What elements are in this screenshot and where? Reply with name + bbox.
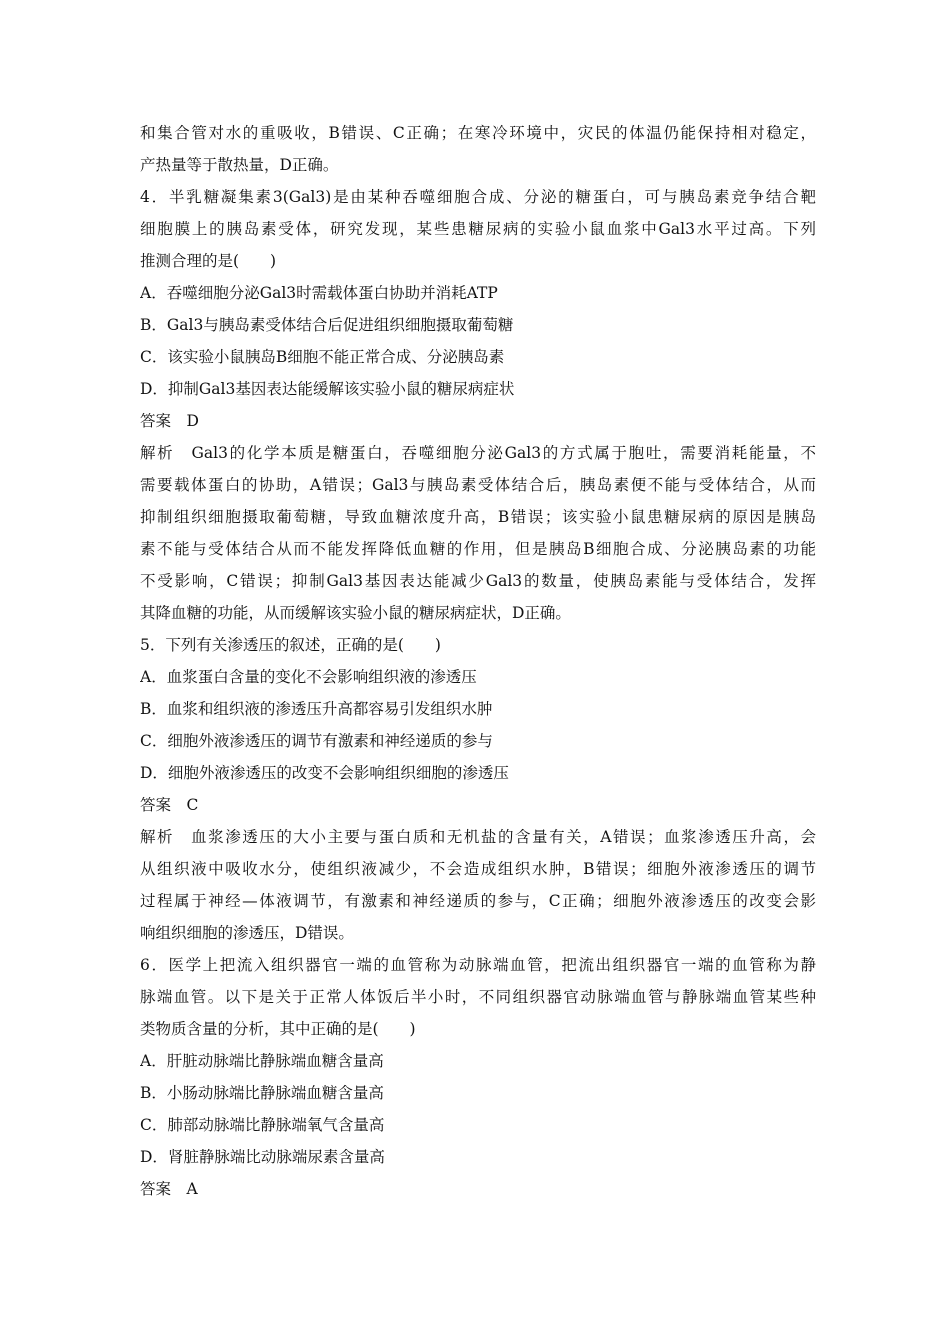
text-line: D．肾脏静脉端比动脉端尿素含量高 <box>140 1148 385 1166</box>
text-line: 不受影响，C错误；抑制Gal3基因表达能减少Gal3的数量，使胰岛素能与受体结合，发挥 <box>140 572 816 590</box>
text-line: 响组织细胞的渗透压，D错误。 <box>140 924 354 942</box>
text-line: 答案 D <box>140 412 199 430</box>
text-line: A．肝脏动脉端比静脉端血糖含量高 <box>140 1052 384 1070</box>
text-line: C．肺部动脉端比静脉端氧气含量高 <box>140 1116 385 1134</box>
text-line: B．Gal3与胰岛素受体结合后促进组织细胞摄取葡萄糖 <box>140 316 514 334</box>
text-line: 抑制组织细胞摄取葡萄糖，导致血糖浓度升高，B错误；该实验小鼠患糖尿病的原因是胰岛 <box>140 508 816 526</box>
text-line: 4．半乳糖凝集素3(Gal3)是由某种吞噬细胞合成、分泌的糖蛋白，可与胰岛素竞争结合靶 <box>140 188 816 206</box>
text-line: 其降血糖的功能，从而缓解该实验小鼠的糖尿病症状，D正确。 <box>140 604 571 622</box>
text-line: 6．医学上把流入组织器官一端的血管称为动脉端血管，把流出组织器官一端的血管称为静 <box>140 956 816 974</box>
text-line: 解析 Gal3的化学本质是糖蛋白，吞噬细胞分泌Gal3的方式属于胞吐，需要消耗能量，不 <box>140 444 816 462</box>
text-line: D．细胞外液渗透压的改变不会影响组织细胞的渗透压 <box>140 764 509 782</box>
text-line: 素不能与受体结合从而不能发挥降低血糖的作用，但是胰岛B细胞合成、分泌胰岛素的功能 <box>140 540 816 558</box>
text-line: 5．下列有关渗透压的叙述，正确的是( ) <box>140 636 441 654</box>
text-line: D．抑制Gal3基因表达能缓解该实验小鼠的糖尿病症状 <box>140 380 515 398</box>
text-line: 需要载体蛋白的协助，A错误；Gal3与胰岛素受体结合后，胰岛素便不能与受体结合，从而 <box>140 476 816 494</box>
text-line: B．血浆和组织液的渗透压升高都容易引发组织水肿 <box>140 700 493 718</box>
text-line: 推测合理的是( ) <box>140 252 277 270</box>
text-line: C．该实验小鼠胰岛B细胞不能正常合成、分泌胰岛素 <box>140 348 505 366</box>
text-line: 细胞膜上的胰岛素受体，研究发现，某些患糖尿病的实验小鼠血浆中Gal3水平过高。下列 <box>140 220 816 238</box>
text-line: 答案 A <box>140 1180 198 1198</box>
text-line: 和集合管对水的重吸收，B错误、C正确；在寒冷环境中，灾民的体温仍能保持相对稳定， <box>140 124 816 142</box>
text-line: 过程属于神经—体液调节，有激素和神经递质的参与，C正确；细胞外液渗透压的改变会影 <box>140 892 816 910</box>
text-line: 产热量等于散热量，D正确。 <box>140 156 339 174</box>
text-line: C．细胞外液渗透压的调节有激素和神经递质的参与 <box>140 732 493 750</box>
text-line: A．吞噬细胞分泌Gal3时需载体蛋白协助并消耗ATP <box>140 284 498 302</box>
document-page <box>140 117 816 1205</box>
text-line: 类物质含量的分析，其中正确的是( ) <box>140 1020 416 1038</box>
text-line: 解析 血浆渗透压的大小主要与蛋白质和无机盐的含量有关，A错误；血浆渗透压升高，会 <box>140 828 816 846</box>
text-line: 答案 C <box>140 796 199 814</box>
text-line: B．小肠动脉端比静脉端血糖含量高 <box>140 1084 384 1102</box>
text-line: A．血浆蛋白含量的变化不会影响组织液的渗透压 <box>140 668 477 686</box>
text-line: 从组织液中吸收水分，使组织液减少，不会造成组织水肿，B错误；细胞外液渗透压的调节 <box>140 860 816 878</box>
text-line: 脉端血管。以下是关于正常人体饭后半小时，不同组织器官动脉端血管与静脉端血管某些种 <box>140 988 816 1006</box>
